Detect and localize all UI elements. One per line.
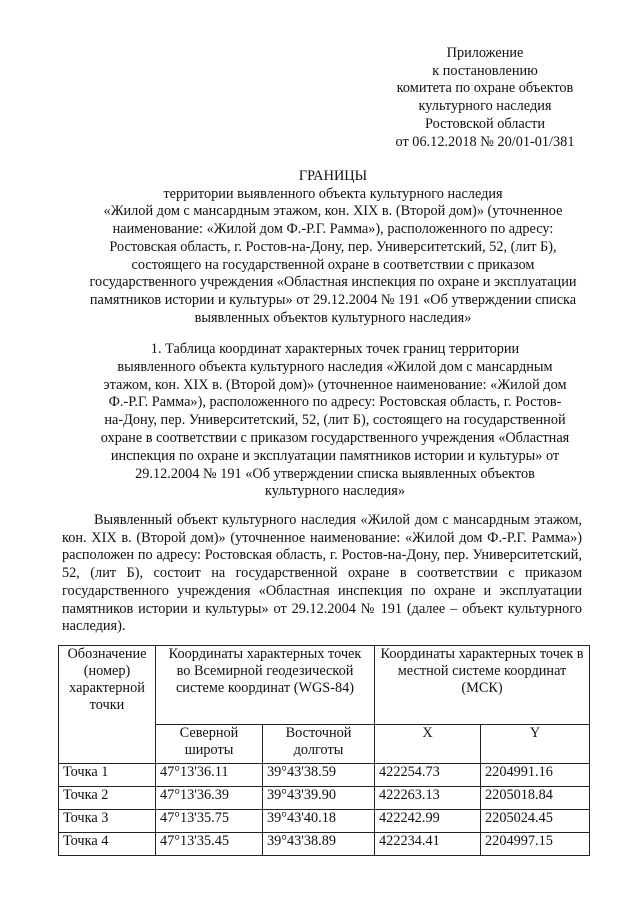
cell-x: 422242.99 xyxy=(375,810,481,833)
table-header-row xyxy=(59,646,590,725)
coordinates-table xyxy=(58,645,590,856)
cell-north: 47°13'35.45 xyxy=(156,833,263,856)
section-line: 29.12.2004 № 191 «Об утверждении списка выявленных объектов xyxy=(135,465,535,482)
cell-point: Точка 1 xyxy=(59,764,156,787)
section-line: выявленного объекта культурного наследия «Жилой дом с мансардным xyxy=(117,358,553,375)
table-row xyxy=(59,833,590,856)
section-line: 1. Таблица координат характерных точек границ территории xyxy=(150,341,520,357)
cell-north: 47°13'35.75 xyxy=(156,810,263,833)
heading-line: территории выявленного объекта культурного наследия xyxy=(163,185,503,202)
table-row xyxy=(59,810,590,833)
header-y: Y xyxy=(481,725,590,764)
table-row xyxy=(59,764,590,787)
cell-east: 39°43'38.89 xyxy=(263,833,375,856)
appendix-line: комитета по охране объектов xyxy=(396,80,574,97)
appendix-line: культурного наследия xyxy=(418,98,552,115)
section-line: инспекция по охране и эксплуатации памятников истории и культуры» от xyxy=(110,447,560,464)
cell-y: 2205024.45 xyxy=(481,810,590,833)
cell-point: Точка 2 xyxy=(59,787,156,810)
cell-point: Точка 4 xyxy=(59,833,156,856)
appendix-line: к постановлению xyxy=(432,62,538,79)
heading-line: Ростовская область, г. Ростов-на-Дону, пер. Университетский, 52, (лит Б), xyxy=(109,238,557,255)
cell-x: 422234.41 xyxy=(375,833,481,856)
intro-paragraph: Выявленный объект культурного наследия «Жилой дом с мансардным этажом, кон. XIX в. (Второй дом)» (уточненное наименование: «Жилой дом Ф.-Р.Г. Рамма») расположен по адресу: Ростовская область, г. Ростов-на-Дону, пер. Университетский, 52, (лит Б), состоит на государственной охране в соответствии с приказом государственного учреждения «Областная инспекция по охране и эксплуатации памятников истории и культуры» от 29.12.2004 № 191 (далее – объект культурного наследия). xyxy=(62,512,582,635)
appendix-line: Ростовской области xyxy=(424,115,546,132)
cell-north: 47°13'36.11 xyxy=(156,764,263,787)
header-wgs: Координаты характерных точек во Всемирной геодезической системе координат (WGS-84) xyxy=(156,646,375,725)
heading-line: государственного учреждения «Областная инспекция по охране и эксплуатации xyxy=(89,274,577,291)
header-msk: Координаты характерных точек в местной системе координат (МСК) xyxy=(375,646,590,725)
cell-x: 422263.13 xyxy=(375,787,481,810)
heading-line: «Жилой дом с мансардным этажом, кон. XIX в. (Второй дом)» (уточненное xyxy=(103,203,563,220)
appendix-block xyxy=(375,45,595,151)
table-row xyxy=(59,787,590,810)
cell-y: 2205018.84 xyxy=(481,787,590,810)
cell-north: 47°13'36.39 xyxy=(156,787,263,810)
cell-x: 422254.73 xyxy=(375,764,481,787)
heading-line: наименование: «Жилой дом Ф.-Р.Г. Рамма»), расположенного по адресу: xyxy=(112,221,554,238)
document-title: ГРАНИЦЫ xyxy=(298,168,368,184)
appendix-line: от 06.12.2018 № 20/01-01/381 xyxy=(395,133,575,150)
cell-east: 39°43'38.59 xyxy=(263,764,375,787)
cell-y: 2204997.15 xyxy=(481,833,590,856)
header-east: Восточной долготы xyxy=(263,725,375,764)
heading-line: выявленных объектов культурного наследия» xyxy=(194,309,472,326)
appendix-line: Приложение xyxy=(446,45,524,61)
header-x: X xyxy=(375,725,481,764)
section-title xyxy=(100,341,570,501)
cell-east: 39°43'40.18 xyxy=(263,810,375,833)
section-line: на-Дону, пер. Университетский, 52, (лит Б), состоящего на государственной xyxy=(104,412,566,429)
section-line: охране в соответствии с приказом государственного учреждения «Областная xyxy=(100,429,570,446)
document-heading xyxy=(68,168,598,327)
section-line: культурного наследия» xyxy=(264,483,406,500)
cell-east: 39°43'39.90 xyxy=(263,787,375,810)
section-line: этажом, кон. XIX в. (Второй дом)» (уточненное наименование: «Жилой дом xyxy=(103,376,567,393)
heading-line: состоящего на государственной охране в соответствии с приказом xyxy=(131,256,535,273)
cell-point: Точка 3 xyxy=(59,810,156,833)
heading-line: памятников истории и культуры» от 29.12.2004 № 191 «Об утверждении списка xyxy=(89,291,577,308)
header-north: Северной широты xyxy=(156,725,263,764)
header-point: Обозначение (номер) характерной точки xyxy=(59,646,156,764)
section-line: Ф.-Р.Г. Рамма»), расположенного по адресу: Ростовская область, г. Ростов- xyxy=(108,394,562,411)
cell-y: 2204991.16 xyxy=(481,764,590,787)
